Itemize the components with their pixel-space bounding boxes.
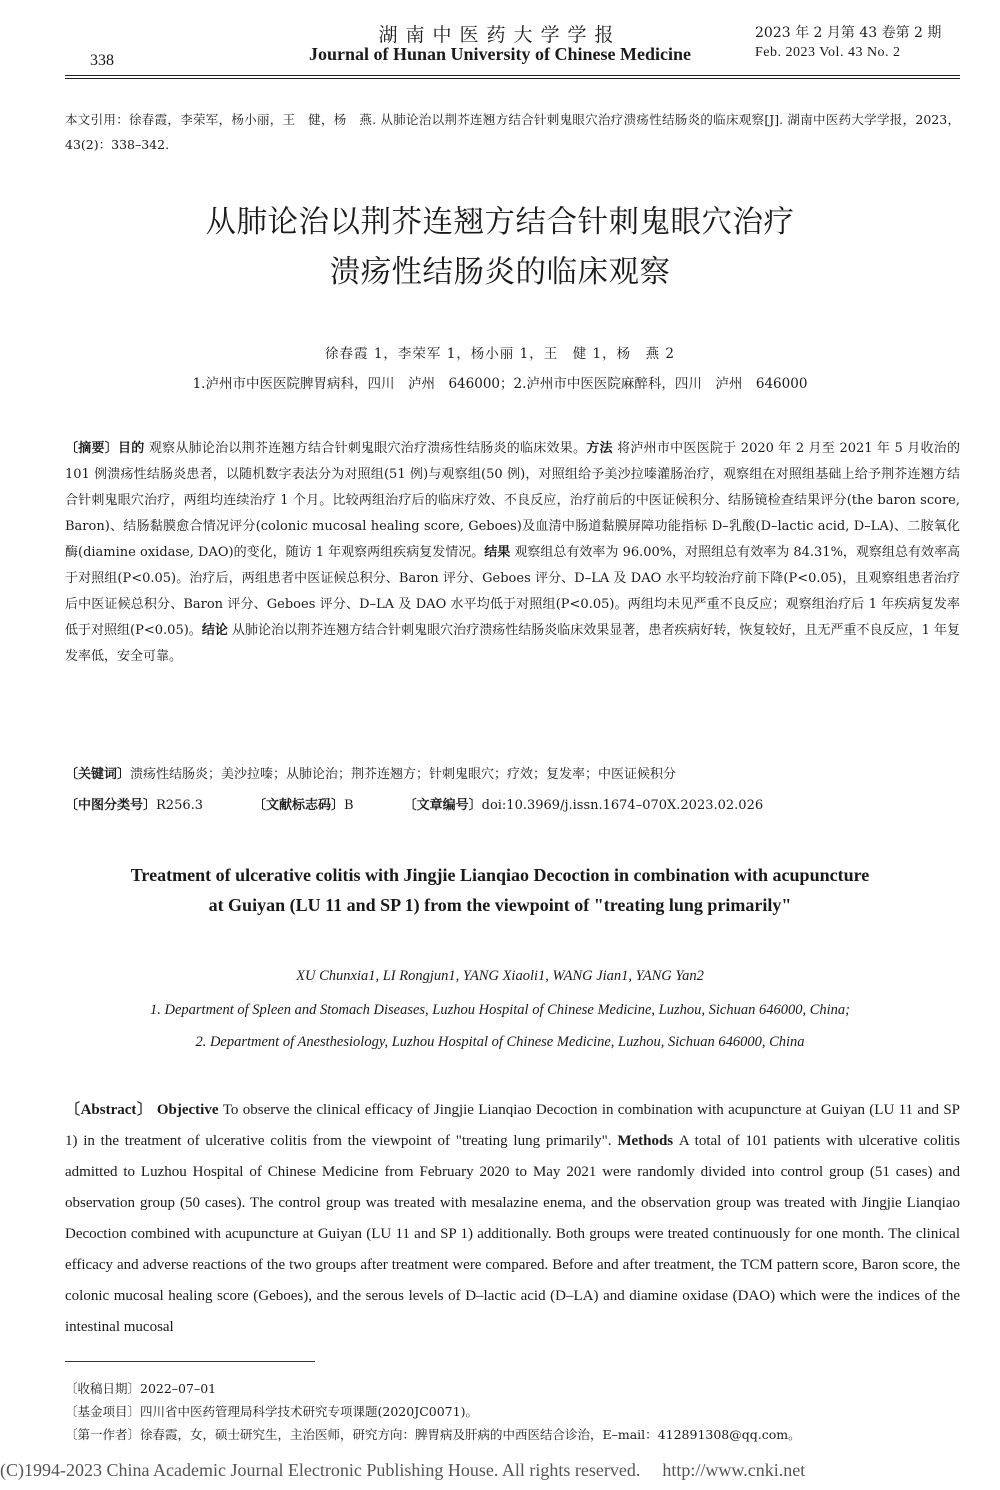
methods-text-cn: 将泸州市中医医院于 2020 年 2 月至 2021 年 5 月收治的 101 例溃疡性结肠炎患者，以随机数字表法分为对照组(51 例)与观察组(50 例)，对照组给予美沙拉嗪灌肠治疗，观察组在对照组基础上给予荆芥连翘方结合针刺鬼眼穴治疗，两组均连续治疗 1 个月。比较两组治疗后的临床疗效、不良反应，治疗前后的中医证候积分、结肠镜检查结果评分(the baron score, Baron)、结肠黏膜愈合情况评分(colonic mucosal healing score, Geboes)及血清中肠道黏膜屏障功能指标 D–乳酸(D–lactic acid, D–LA)、二胺氧化酶(diamine oxidase, DAO)的变化，随访 1 年观察两组疾病复发情况。 bbox=[65, 441, 960, 560]
abstract-cn-label: 〔摘要〕 bbox=[65, 441, 119, 456]
citation: 本文引用：徐春霞，李荣军，杨小丽，王 健，杨 燕. 从肺论治以荆芥连翘方结合针刺鬼眼穴治疗溃疡性结肠炎的临床观察[J]. 湖南中医药大学学报，2023，43(2)：338–342. bbox=[65, 112, 960, 152]
clc-label: 〔中图分类号〕 bbox=[65, 798, 157, 813]
copyright-text: (C)1994-2023 China Academic Journal Electronic Publishing House. All rights reserved. bbox=[0, 1460, 641, 1480]
footnote-first-author: 〔第一作者〕徐春霞，女，硕士研究生，主治医师，研究方向：脾胃病及肝病的中西医结合诊治，E–mail：412891308@qq.com。 bbox=[65, 1427, 801, 1442]
abstract-cn bbox=[65, 436, 960, 670]
conclusion-label-cn: 结论 bbox=[201, 623, 228, 638]
methods-label-en: Methods bbox=[617, 1133, 674, 1149]
title-cn-line-1: 从肺论治以荆芥连翘方结合针刺鬼眼穴治疗 bbox=[205, 205, 795, 240]
keywords-label: 〔关键词〕 bbox=[65, 767, 131, 782]
objective-label-cn: 目的 bbox=[118, 441, 145, 456]
article-title-en bbox=[0, 860, 1000, 920]
article-id-value: doi:10.3969/j.issn.1674–070X.2023.02.026 bbox=[481, 798, 764, 813]
affiliation-en-1: 1. Department of Spleen and Stomach Diseases, Luzhou Hospital of Chinese Medicine, Luzhou, Sichuan 646000, China; bbox=[150, 1002, 850, 1018]
conclusion-text-cn: 从肺论治以荆芥连翘方结合针刺鬼眼穴治疗溃疡性结肠炎临床效果显著，患者疾病好转，恢复较好，且无严重不良反应，1 年复发率低，安全可靠。 bbox=[65, 623, 960, 664]
footnote-divider bbox=[65, 1361, 315, 1362]
article-id-label: 〔文章编号〕 bbox=[403, 798, 482, 813]
header-divider bbox=[65, 75, 960, 76]
results-text-cn: 观察组总有效率为 96.00%，对照组总有效率为 84.31%，观察组总有效率高于对照组(P<0.05)。治疗后，两组患者中医证候总积分、Baron 评分、Geboes 评分、D–LA 及 DAO 水平均较治疗前下降(P<0.05)，且观察组患者治疗后中医证候总积分、Baron 评分、Geboes 评分、D–LA 及 DAO 水平均低于对照组(P<0.05)。两组均未见严重不良反应；观察组治疗后 1 年疾病复发率低于对照组(P<0.05)。 bbox=[65, 545, 960, 638]
doc-code-label: 〔文献标志码〕 bbox=[253, 798, 345, 813]
journal-title-cn: 湖南中医药大学学报 bbox=[378, 24, 622, 46]
journal-title-en: Journal of Hunan University of Chinese Medicine bbox=[308, 44, 691, 64]
keywords-text: 溃疡性结肠炎；美沙拉嗪；从肺论治；荆芥连翘方；针刺鬼眼穴；疗效；复发率；中医证候积分 bbox=[130, 767, 677, 782]
objective-text-cn: 观察从肺论治以荆芥连翘方结合针刺鬼眼穴治疗溃疡性结肠炎的临床效果。 bbox=[148, 441, 587, 456]
footnotes bbox=[65, 1377, 960, 1446]
title-en-line-1: Treatment of ulcerative colitis with Jingjie Lianqiao Decoction in combination with acupuncture bbox=[130, 865, 870, 885]
results-label-cn: 结果 bbox=[484, 545, 511, 560]
objective-text-en: To observe the clinical efficacy of Jingjie Lianqiao Decoction in combination with acupuncture at Guiyan (LU 11 and SP 1) in the treatment of ulcerative colitis from the viewpoint of "treating lung primarily". bbox=[65, 1102, 960, 1149]
methods-text-en: A total of 101 patients with ulcerative colitis admitted to Luzhou Hospital of Chinese Medicine from February 2020 to May 2021 were randomly divided into control group (51 cases) and observation group (50 cases). The control group was treated with mesalazine enema, and the observation group was treated with Jingjie Lianqiao Decoction combined with acupuncture at Guiyan (LU 11 and SP 1) additionally. Both groups were treated continuously for one month. The clinical efficacy and adverse reactions of the two groups after treatment were compared. Before and after treatment, the TCM pattern score, Baron score, the colonic mucosal healing score (Geboes), and the serous levels of D–lactic acid (D–LA) and diamine oxidase (DAO) which were the indices of the intestinal mucosal bbox=[65, 1133, 960, 1335]
doc-code-value: B bbox=[344, 798, 354, 813]
page-number: 338 bbox=[90, 52, 114, 69]
clc-value: R256.3 bbox=[156, 798, 204, 813]
footnote-received: 〔收稿日期〕2022–07–01 bbox=[65, 1381, 217, 1396]
objective-label-en: Objective bbox=[156, 1102, 219, 1118]
affiliation-en-2: 2. Department of Anesthesiology, Luzhou Hospital of Chinese Medicine, Luzhou, Sichuan 646000, China bbox=[195, 1034, 805, 1050]
article-title-cn bbox=[0, 198, 1000, 298]
authors-en: XU Chunxia1, LI Rongjun1, YANG Xiaoli1, WANG Jian1, YANG Yan2 bbox=[296, 968, 704, 984]
copyright-url[interactable]: http://www.cnki.net bbox=[662, 1460, 806, 1480]
footnote-funding: 〔基金项目〕四川省中医药管理局科学技术研究专项课题(2020JC0071)。 bbox=[65, 1404, 478, 1419]
issue-info-cn: 2023 年 2 月第 43 卷第 2 期 bbox=[755, 25, 942, 41]
issue-info-en: Feb. 2023 Vol. 43 No. 2 bbox=[755, 45, 901, 60]
abstract-en-label: 〔Abstract〕 bbox=[65, 1102, 153, 1118]
header-divider-thin bbox=[65, 78, 960, 79]
methods-label-cn: 方法 bbox=[586, 441, 613, 456]
copyright-line bbox=[0, 1460, 1000, 1481]
authors-cn: 徐春霞 1，李荣军 1，杨小丽 1，王 健 1，杨 燕 2 bbox=[325, 346, 675, 362]
classification-line bbox=[65, 793, 960, 819]
keywords-cn bbox=[65, 762, 960, 788]
abstract-en bbox=[65, 1095, 960, 1345]
affiliations-cn: 1.泸州市中医医院脾胃病科，四川 泸州 646000；2.泸州市中医医院麻醉科，四川 泸州 646000 bbox=[192, 376, 808, 392]
title-en-line-2: at Guiyan (LU 11 and SP 1) from the viewpoint of "treating lung primarily" bbox=[208, 895, 792, 915]
title-cn-line-2: 溃疡性结肠炎的临床观察 bbox=[329, 255, 671, 290]
